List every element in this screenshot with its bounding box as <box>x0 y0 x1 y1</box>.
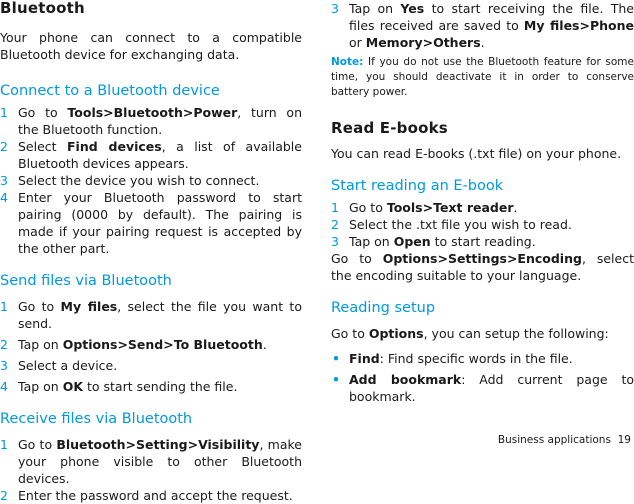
send-step-3: 3 Select a device. <box>0 358 118 373</box>
note-label: Note: <box>331 56 364 68</box>
step-number: 1 <box>0 105 8 120</box>
step-number: 4 <box>0 190 8 205</box>
connect-step-1: 1 Go to Tools>Bluetooth>Power, turn on the Bluetooth function. <box>0 105 302 137</box>
page-number: 19 <box>617 434 631 446</box>
start-step-2: 2 Select the .txt file you wish to read. <box>331 217 572 232</box>
receive-step-2: 2 Enter the password and accept the request. <box>0 488 293 503</box>
page-footer <box>498 433 631 447</box>
receive-heading: Receive files via Bluetooth <box>0 411 193 427</box>
start-step-3: 3 Tap on Open to start reading. <box>331 234 536 249</box>
receive-step-3: 3 Tap on Yes to start receiving the file. The files received are saved to My files>Phone or Memory>Others. <box>331 1 634 50</box>
footer-section: Business applications <box>497 434 611 446</box>
step-number: 3 <box>0 173 8 188</box>
step-number: 3 <box>331 1 339 16</box>
step-number: 4 <box>0 379 8 394</box>
reading-setup-intro: Go to Options, you can setup the following: <box>331 326 609 341</box>
step-number: 1 <box>0 299 8 314</box>
send-step-2: 2 Tap on Options>Send>To Bluetooth. <box>0 337 267 352</box>
send-heading: Send files via Bluetooth <box>0 273 172 289</box>
bluetooth-intro: Your phone can connect to a compatible Bluetooth device for exchanging data. <box>0 30 302 62</box>
step-number: 2 <box>0 488 8 503</box>
step-number: 3 <box>0 358 8 373</box>
ebooks-title: Read E-books <box>331 119 448 137</box>
start-step-1: 1 Go to Tools>Text reader. <box>331 200 518 215</box>
encoding-paragraph: Go to Options>Settings>Encoding, select the encoding suitable to your language. <box>331 251 634 283</box>
bluetooth-title: Bluetooth <box>0 0 85 17</box>
send-step-1: 1 Go to My files, select the file you want to send. <box>0 299 302 331</box>
receive-step-1: 1 Go to Bluetooth>Setting>Visibility, make your phone visible to other Bluetooth devices. <box>0 437 302 486</box>
step-number: 1 <box>331 200 339 215</box>
connect-heading: Connect to a Bluetooth device <box>0 83 220 99</box>
left-column <box>0 0 302 504</box>
bluetooth-note: Note: If you do not use the Bluetooth feature for some time, you should deactivate it in order to conserve battery power. <box>331 56 634 98</box>
step-number: 3 <box>331 234 339 249</box>
bullet-icon: • <box>332 372 340 387</box>
step-number: 2 <box>331 217 339 232</box>
connect-step-3: 3 Select the device you wish to connect. <box>0 173 260 188</box>
bullet-icon: • <box>332 351 340 366</box>
reading-setup-heading: Reading setup <box>331 300 436 316</box>
send-step-4: 4 Tap on OK to start sending the file. <box>0 379 238 394</box>
connect-step-2: 2 Select Find devices, a list of available Bluetooth devices appears. <box>0 139 302 171</box>
start-reading-heading: Start reading an E-book <box>331 178 504 194</box>
setup-bullet-bookmark: • Add bookmark: Add current page to bookmark. <box>332 372 634 404</box>
setup-bullet-find: • Find: Find specific words in the file. <box>332 351 573 366</box>
step-number: 2 <box>0 139 8 154</box>
step-number: 1 <box>0 437 8 452</box>
ebooks-intro: You can read E-books (.txt file) on your phone. <box>331 146 622 161</box>
right-column <box>331 0 634 405</box>
step-number: 2 <box>0 337 8 352</box>
connect-step-4: 4 Enter your Bluetooth password to start pairing (0000 by default). The pairing is made if your pairing request is accepted by the other part. <box>0 190 302 256</box>
